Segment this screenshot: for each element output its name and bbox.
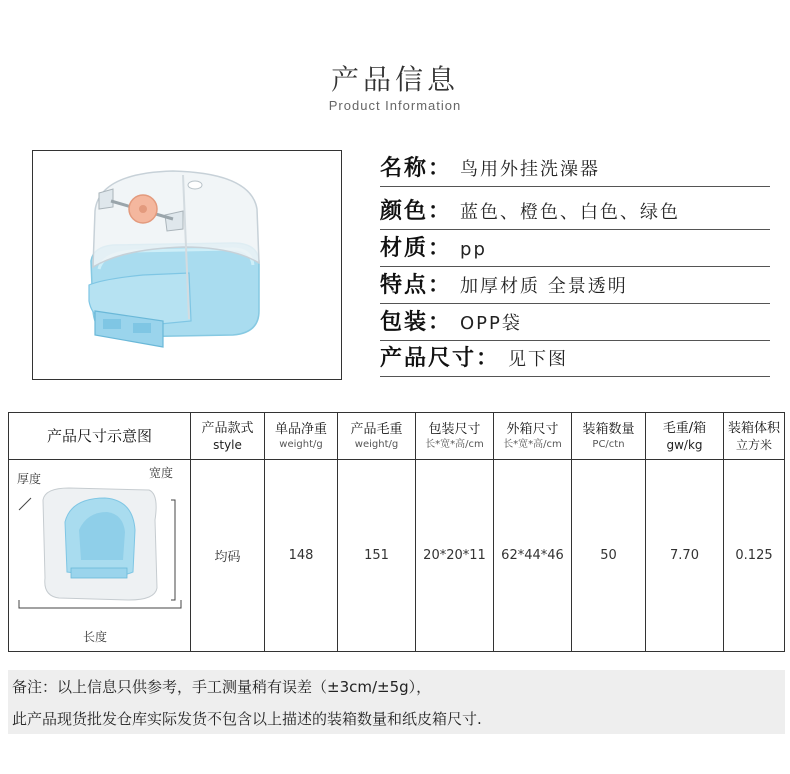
info-value: 鸟用外挂洗澡器 <box>460 159 601 180</box>
info-value: 见下图 <box>508 349 569 370</box>
col-header-carton-size: 外箱尺寸 长*宽*高/cm <box>494 413 572 460</box>
info-label: 材质： <box>380 236 453 261</box>
cell-gross-per-carton: 7.70 <box>646 460 724 651</box>
cell-package-size: 20*20*11 <box>416 460 494 651</box>
cell-carton-size: 62*44*46 <box>494 460 572 651</box>
packaged-product-diagram <box>9 460 191 651</box>
col-header-carton-qty: 装箱数量 PC/ctn <box>572 413 646 460</box>
product-photo-frame <box>32 150 342 380</box>
size-diagram-cell <box>9 460 191 651</box>
cell-net-weight: 148 <box>265 460 338 651</box>
info-row-feature <box>380 269 770 304</box>
diagram-label-width: 宽度 <box>149 466 174 480</box>
diagram-label-thickness: 厚度 <box>17 472 42 486</box>
col-header-diagram: 产品尺寸示意图 <box>9 413 191 460</box>
info-label: 产品尺寸： <box>380 346 501 371</box>
col-header-gross-per-carton: 毛重/箱 gw/kg <box>646 413 724 460</box>
page-subtitle: Product Information <box>328 98 462 113</box>
cell-carton-qty: 50 <box>572 460 646 651</box>
col-header-style: 产品款式 style <box>191 413 265 460</box>
spec-table <box>8 412 785 652</box>
page-title: 产品信息 <box>330 63 459 96</box>
info-value: 蓝色、橙色、白色、绿色 <box>460 202 681 223</box>
info-label: 颜色： <box>380 199 453 224</box>
diagram-label-length: 长度 <box>83 630 108 644</box>
col-header-package-size: 包装尺寸 长*宽*高/cm <box>416 413 494 460</box>
col-header-volume: 装箱体积 立方米 <box>724 413 784 460</box>
info-label: 名称： <box>380 156 453 181</box>
cell-volume: 0.125 <box>735 548 773 563</box>
col-header-net-weight: 单品净重 weight/g <box>265 413 338 460</box>
cell-style: 均码 <box>191 460 265 651</box>
bird-bath-product-image <box>33 151 341 379</box>
info-row-size <box>380 342 770 377</box>
cell-gross-weight: 151 <box>338 460 416 651</box>
info-value: pp <box>460 239 487 260</box>
info-value: 加厚材质 全景透明 <box>460 276 628 297</box>
info-label: 特点： <box>380 273 453 298</box>
info-value: OPP袋 <box>460 313 522 334</box>
info-row-name <box>380 152 770 187</box>
info-row-color <box>380 195 770 230</box>
col-header-gross-weight: 产品毛重 weight/g <box>338 413 416 460</box>
info-row-package <box>380 306 770 341</box>
note-line-1: 备注：以上信息只供参考，手工测量稍有误差（±3cm/±5g）， <box>8 670 785 704</box>
info-label: 包装： <box>380 310 453 335</box>
note-line-2: 此产品现货批发仓库实际发货不包含以上描述的装箱数量和纸皮箱尺寸. <box>8 704 785 734</box>
info-row-material <box>380 232 770 267</box>
